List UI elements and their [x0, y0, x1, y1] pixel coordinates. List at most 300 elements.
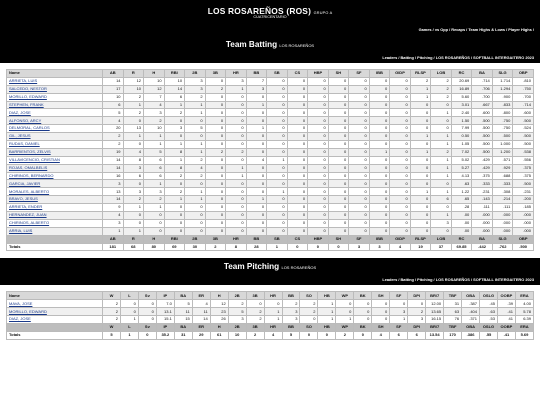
stat-cell: 0	[164, 212, 185, 220]
stat-cell: 0	[328, 93, 349, 101]
stat-cell: 0	[328, 227, 349, 235]
stat-cell: .700	[472, 93, 493, 101]
player-name-link[interactable]: ARRIETA, ENDER	[7, 204, 103, 212]
footer-header-cell: RBI	[164, 235, 185, 243]
footer-header-cell: SF	[390, 324, 408, 332]
player-row	[7, 109, 534, 117]
stat-cell: 14	[164, 85, 185, 93]
stat-cell: 0	[431, 227, 452, 235]
stat-cell: 0	[349, 77, 370, 85]
player-name-link[interactable]: BARRIENTOS, ZELVIS	[7, 148, 103, 156]
column-header-w[interactable]: W	[103, 292, 121, 300]
stat-cell: 0	[287, 204, 308, 212]
stat-cell: 1	[164, 156, 185, 164]
column-header-hbp[interactable]: HBP	[308, 70, 329, 78]
stat-cell: 0	[349, 219, 370, 227]
stat-cell: 0	[349, 109, 370, 117]
column-header-sh[interactable]: SH	[372, 292, 390, 300]
column-header-rc[interactable]: RC	[451, 70, 472, 78]
stat-cell: 1	[390, 316, 408, 324]
stat-cell: 13.1	[156, 308, 174, 316]
stat-cell: 1	[410, 85, 431, 93]
stat-cell: 0	[328, 164, 349, 172]
batting-breadcrumb[interactable]: Leaders / Batting / Pitching / LOS ROSAREÑOS / SOFTBALL INTERGAITERO 2023	[0, 54, 540, 63]
stat-cell: 0	[308, 204, 329, 212]
stat-cell: 0	[287, 196, 308, 204]
stat-cell: 0	[246, 93, 267, 101]
footer-header-cell: SLG	[492, 235, 513, 243]
stat-cell: 6.39	[515, 316, 533, 324]
stat-cell: .714	[472, 77, 493, 85]
stat-cell: 3	[103, 180, 124, 188]
stat-cell: .000	[513, 227, 534, 235]
totals-cell: 19	[410, 243, 431, 251]
stat-cell: 0	[349, 196, 370, 204]
stat-cell: 6	[144, 156, 165, 164]
stat-cell: 0	[328, 85, 349, 93]
column-header-era[interactable]: ERA	[515, 292, 533, 300]
stat-cell: 0	[287, 77, 308, 85]
footer-header-cell: OSLG	[480, 324, 498, 332]
player-name-link[interactable]: ARRIA, LUIS	[7, 227, 103, 235]
stat-cell: 0	[164, 117, 185, 125]
player-name-link[interactable]: MORILLO, EDWARD	[7, 93, 103, 101]
column-header-name[interactable]: Name	[7, 70, 103, 78]
batting-table	[6, 69, 534, 251]
stat-cell: .111	[472, 204, 493, 212]
stat-cell: 0	[267, 85, 288, 93]
player-row	[7, 219, 534, 227]
totals-cell: .41	[497, 331, 515, 339]
footer-header-cell: BB	[282, 324, 300, 332]
player-name-link[interactable]: STEPHEN, FRANK	[7, 101, 103, 109]
column-header-er[interactable]: ER	[192, 292, 210, 300]
pitching-table	[6, 291, 534, 339]
column-header-sb[interactable]: SB	[267, 70, 288, 78]
player-name-link[interactable]: SALCEDO, NESTOR	[7, 85, 103, 93]
stat-cell: 0	[205, 188, 226, 196]
stat-cell: 0	[390, 300, 408, 308]
column-header-dpi[interactable]: DPI	[408, 292, 426, 300]
column-header-bb[interactable]: BB	[246, 70, 267, 78]
stat-cell: .429	[472, 164, 493, 172]
stat-cell: 0	[308, 133, 329, 141]
stat-cell: 0	[185, 219, 206, 227]
column-header-2b[interactable]: 2B	[228, 292, 246, 300]
player-name-link[interactable]: GARCIA, JAVIER	[7, 180, 103, 188]
stat-cell: 0	[226, 156, 247, 164]
player-name-link[interactable]: ROJAS, OMALBELIS	[7, 164, 103, 172]
stat-cell: 5	[103, 109, 124, 117]
stat-cell: 0	[226, 101, 247, 109]
stat-cell: 0	[123, 117, 144, 125]
stat-cell: 8	[123, 156, 144, 164]
stat-cell: 0	[410, 227, 431, 235]
player-row	[7, 204, 534, 212]
column-header-oba[interactable]: OBA	[462, 292, 480, 300]
stat-cell: 0	[246, 204, 267, 212]
player-name-link[interactable]: CHIRINOS, BERNARDO	[7, 172, 103, 180]
stat-cell: 0	[410, 212, 431, 220]
stat-cell: .231	[472, 188, 493, 196]
stat-cell: 0	[246, 117, 267, 125]
stat-cell: .500	[472, 141, 493, 149]
stat-cell: 0	[246, 212, 267, 220]
stat-cell: 0	[267, 141, 288, 149]
column-header-oobp[interactable]: OOBP	[497, 292, 515, 300]
column-header-oslg[interactable]: OSLG	[480, 292, 498, 300]
stat-cell: 0	[226, 204, 247, 212]
stat-cell: 0	[349, 188, 370, 196]
stat-cell: 0	[287, 148, 308, 156]
stat-cell: 0	[328, 141, 349, 149]
player-name-link[interactable]: DELMORAL, CARLOS	[7, 125, 103, 133]
stat-cell: .308	[492, 188, 513, 196]
column-header-cs[interactable]: CS	[287, 70, 308, 78]
column-header-lob[interactable]: LOB	[431, 70, 452, 78]
stat-cell: 7	[144, 93, 165, 101]
totals-cell: 6	[390, 331, 408, 339]
stat-cell: 0	[205, 141, 226, 149]
column-header-sf[interactable]: SF	[390, 292, 408, 300]
stat-cell: 1	[185, 196, 206, 204]
footer-header-cell: SB	[267, 235, 288, 243]
column-header-hb[interactable]: HB	[318, 292, 336, 300]
column-header-ibb[interactable]: IBB	[369, 70, 390, 78]
column-header-bb[interactable]: BB	[282, 292, 300, 300]
column-header-ba[interactable]: BA	[174, 292, 192, 300]
player-row	[7, 300, 534, 308]
footer-header-cell: CS	[287, 235, 308, 243]
footer-header-cell: SO	[300, 324, 318, 332]
stat-cell: 1	[164, 196, 185, 204]
stat-cell: 0	[226, 93, 247, 101]
column-header-h[interactable]: H	[210, 292, 228, 300]
stat-cell: 0	[410, 109, 431, 117]
footer-header-cell: TBF	[444, 324, 462, 332]
stat-cell: 11	[192, 308, 210, 316]
stat-cell: .500	[472, 133, 493, 141]
column-header-sv[interactable]: Sv	[138, 292, 156, 300]
stat-cell: 1	[431, 133, 452, 141]
column-header-sf[interactable]: SF	[349, 70, 370, 78]
stat-cell: 0	[226, 117, 247, 125]
stat-cell: 0	[185, 133, 206, 141]
column-header-l[interactable]: L	[120, 292, 138, 300]
stat-cell: 2	[246, 308, 264, 316]
stat-cell: .375	[513, 172, 534, 180]
stat-cell: 0	[390, 141, 411, 149]
column-header-ab[interactable]: AB	[103, 70, 124, 78]
footer-header-cell: 2B	[185, 235, 206, 243]
pitching-title-team: LOS ROSAREÑOS	[281, 265, 317, 271]
stat-cell: 0	[164, 133, 185, 141]
stat-cell: 0	[390, 77, 411, 85]
stat-cell: 0	[226, 219, 247, 227]
stat-cell: 0	[144, 212, 165, 220]
stat-cell: 0	[164, 180, 185, 188]
stat-cell: 0	[185, 204, 206, 212]
stat-cell: 12	[144, 85, 165, 93]
batting-header-row	[7, 70, 534, 78]
column-header-br-7[interactable]: BR/7	[426, 292, 444, 300]
pitching-breadcrumb[interactable]: Leaders / Batting / Pitching / LOS ROSAREÑOS / SOFTBALL INTERGAITERO 2023	[0, 276, 540, 285]
player-name-link[interactable]: ALFONSO, ARCY	[7, 117, 103, 125]
totals-label: Totals	[7, 331, 103, 339]
stat-cell: 0	[369, 204, 390, 212]
stat-cell: 0	[390, 156, 411, 164]
batting-title-team: LOS ROSAREÑOS	[279, 43, 315, 48]
stat-cell: 0	[410, 141, 431, 149]
stat-cell: 0	[410, 196, 431, 204]
stat-cell: 10	[144, 125, 165, 133]
column-header-3b[interactable]: 3B	[246, 292, 264, 300]
stat-cell: 14	[103, 77, 124, 85]
column-header-so[interactable]: SO	[300, 292, 318, 300]
stat-cell: 0	[205, 93, 226, 101]
stat-cell: 7.0	[156, 300, 174, 308]
stat-cell: 0	[185, 212, 206, 220]
totals-cell: .442	[472, 243, 493, 251]
column-header-ba[interactable]: BA	[472, 70, 493, 78]
stat-cell: 0	[349, 180, 370, 188]
stat-cell: 0	[369, 93, 390, 101]
column-header-rlsp[interactable]: RLSP	[410, 70, 431, 78]
footer-header-cell: HBP	[308, 235, 329, 243]
stat-cell: 1	[267, 188, 288, 196]
stat-cell: 0	[410, 219, 431, 227]
stat-cell: .143	[472, 196, 493, 204]
column-header-ip[interactable]: IP	[156, 292, 174, 300]
stat-cell: 0	[246, 141, 267, 149]
stat-cell: 0	[287, 133, 308, 141]
stat-cell: 0	[308, 148, 329, 156]
stat-cell: .800	[492, 109, 513, 117]
column-header-obp[interactable]: OBP	[513, 70, 534, 78]
column-header-gidp[interactable]: GIDP	[390, 70, 411, 78]
stat-cell: 3	[226, 77, 247, 85]
player-name-link[interactable]: DIAZ, JOSE	[7, 316, 103, 324]
stat-cell: 0	[328, 117, 349, 125]
team-subtitle: CUATRICENTARIO	[253, 15, 287, 19]
stat-cell: 0	[410, 156, 431, 164]
stat-cell: 1	[431, 212, 452, 220]
stat-cell: 31	[444, 300, 462, 308]
stat-cell: 2	[123, 109, 144, 117]
stat-cell: .750	[492, 117, 513, 125]
stat-cell: 0	[205, 180, 226, 188]
player-name-link[interactable]: GIL, JESUS	[7, 133, 103, 141]
stat-cell: .500	[472, 125, 493, 133]
stat-cell: .000	[472, 212, 493, 220]
stat-cell: 2	[300, 308, 318, 316]
player-name-link[interactable]: CHIRINOS, ALBERTO	[7, 219, 103, 227]
stat-cell: 2	[164, 172, 185, 180]
stat-cell: 1	[246, 101, 267, 109]
stat-cell: 0	[390, 101, 411, 109]
player-name-link[interactable]: BRAVO, JESUS	[7, 196, 103, 204]
footer-header-cell: BK	[354, 324, 372, 332]
stat-cell: 5.60	[451, 93, 472, 101]
totals-cell: 181	[103, 243, 124, 251]
stat-cell: 2	[408, 308, 426, 316]
stat-cell: 2	[103, 300, 121, 308]
stat-cell: 0	[205, 204, 226, 212]
footer-header-cell: SF	[349, 235, 370, 243]
totals-cell: 10	[228, 331, 246, 339]
stat-cell: 1	[410, 188, 431, 196]
column-header-2b[interactable]: 2B	[185, 70, 206, 78]
stat-cell: 0	[287, 85, 308, 93]
stat-cell: 0	[287, 93, 308, 101]
player-row	[7, 164, 534, 172]
column-header-h[interactable]: H	[144, 70, 165, 78]
player-name-link[interactable]: MAVA, JOSE	[7, 300, 103, 308]
stat-cell: 0	[369, 101, 390, 109]
column-header-slg[interactable]: SLG	[492, 70, 513, 78]
column-header-hr[interactable]: HR	[264, 292, 282, 300]
footer-header-cell: HB	[318, 324, 336, 332]
column-header-hr[interactable]: HR	[226, 70, 247, 78]
stat-cell: 0	[328, 219, 349, 227]
column-header-name[interactable]: Name	[7, 292, 103, 300]
column-header-sh[interactable]: SH	[328, 70, 349, 78]
footer-header-cell: RLSP	[410, 235, 431, 243]
footer-header-cell: GIDP	[390, 235, 411, 243]
stat-cell: .28	[451, 204, 472, 212]
stat-cell: 0	[369, 156, 390, 164]
stat-cell: 0	[410, 180, 431, 188]
stat-cell: 0	[349, 164, 370, 172]
stat-cell: 4	[185, 164, 206, 172]
player-name-link[interactable]: MORALES, ALBERTO	[7, 188, 103, 196]
totals-cell: 69	[164, 243, 185, 251]
stat-cell: 0	[308, 93, 329, 101]
stat-cell: 0	[349, 125, 370, 133]
stat-cell: 1.294	[492, 85, 513, 93]
team-nav-links[interactable]: Games / vs Opp / Recaps / Team Highs & Lows / Player Highs /	[418, 27, 534, 32]
player-row	[7, 172, 534, 180]
stat-cell: 0	[328, 180, 349, 188]
stat-cell: 0	[328, 188, 349, 196]
player-row	[7, 125, 534, 133]
stat-cell: 0	[144, 227, 165, 235]
stat-cell: 0	[410, 101, 431, 109]
stat-cell: 0	[246, 133, 267, 141]
player-name-link[interactable]: DIAZ, JOSE	[7, 109, 103, 117]
player-name-link[interactable]: HERNANDEZ, JUAN	[7, 212, 103, 220]
stat-cell: 0	[267, 204, 288, 212]
stat-cell: .810	[513, 77, 534, 85]
stat-cell: .000	[492, 219, 513, 227]
stat-cell: 0	[246, 188, 267, 196]
stat-cell: 0	[267, 212, 288, 220]
stat-cell: 0	[390, 117, 411, 125]
player-row	[7, 117, 534, 125]
stat-cell: 1	[264, 316, 282, 324]
stat-cell: 0	[287, 117, 308, 125]
column-header-wp[interactable]: WP	[336, 292, 354, 300]
stat-cell: 0	[369, 227, 390, 235]
stat-cell: 0	[185, 117, 206, 125]
column-header-3b[interactable]: 3B	[205, 70, 226, 78]
stat-cell: 2	[103, 316, 121, 324]
stat-cell: .600	[513, 109, 534, 117]
stat-cell: 14	[192, 316, 210, 324]
stat-cell: 1	[144, 204, 165, 212]
stat-cell: 1	[103, 227, 124, 235]
player-row	[7, 316, 534, 324]
totals-cell: 5.69	[515, 331, 533, 339]
footer-header-cell: 3B	[205, 235, 226, 243]
player-name-link[interactable]: VILLAVICENCIO, CRISTIAN	[7, 156, 103, 164]
stat-cell: 5	[174, 300, 192, 308]
stat-cell: 1	[318, 316, 336, 324]
column-header-bk[interactable]: BK	[354, 292, 372, 300]
stat-cell: 12	[123, 77, 144, 85]
stat-cell: 0	[349, 141, 370, 149]
stat-cell: 6	[144, 164, 165, 172]
footer-header-cell: OOBP	[497, 324, 515, 332]
player-row	[7, 308, 534, 316]
player-name-link[interactable]: ARRIETA, LUIS	[7, 77, 103, 85]
stat-cell: .000	[472, 219, 493, 227]
totals-cell: 30	[185, 243, 206, 251]
stat-cell: 0	[369, 212, 390, 220]
totals-cell: 4	[264, 331, 282, 339]
stat-cell: .500	[513, 180, 534, 188]
player-name-link[interactable]: RUDAS, DANIEL	[7, 141, 103, 149]
stat-cell: 0	[369, 172, 390, 180]
stat-cell: 0	[349, 93, 370, 101]
stat-cell: .111	[492, 204, 513, 212]
stat-cell: 0	[205, 125, 226, 133]
stat-cell: 7.99	[451, 125, 472, 133]
stat-cell: .556	[513, 156, 534, 164]
column-header-tbf[interactable]: TBF	[444, 292, 462, 300]
stat-cell: 0	[226, 125, 247, 133]
stat-cell: 0	[287, 172, 308, 180]
stat-cell: 4	[246, 156, 267, 164]
stat-cell: 0	[369, 85, 390, 93]
column-header-rbi[interactable]: RBI	[164, 70, 185, 78]
stat-cell: 0	[205, 227, 226, 235]
stat-cell: 0	[328, 212, 349, 220]
batting-section-header	[0, 36, 540, 54]
stat-cell: 41	[497, 316, 515, 324]
stat-cell: 5	[185, 125, 206, 133]
stat-cell: 0	[369, 117, 390, 125]
stat-cell: 1	[164, 101, 185, 109]
totals-cell: 5	[103, 331, 121, 339]
stat-cell: 1	[336, 316, 354, 324]
stat-cell: 0	[264, 300, 282, 308]
totals-cell: 0	[354, 331, 372, 339]
footer-header-cell: LOB	[431, 235, 452, 243]
footer-header-cell: SH	[372, 324, 390, 332]
player-row	[7, 133, 534, 141]
totals-cell: 8	[226, 243, 247, 251]
stat-cell: 2	[205, 85, 226, 93]
player-name-link[interactable]: MORILLO, EDWARD	[7, 308, 103, 316]
stat-cell: 2	[123, 196, 144, 204]
column-header-r[interactable]: R	[123, 70, 144, 78]
stat-cell: 0	[185, 227, 206, 235]
player-row	[7, 196, 534, 204]
stat-cell: 2	[103, 141, 124, 149]
stat-cell: 0	[369, 188, 390, 196]
stat-cell: 3	[164, 125, 185, 133]
